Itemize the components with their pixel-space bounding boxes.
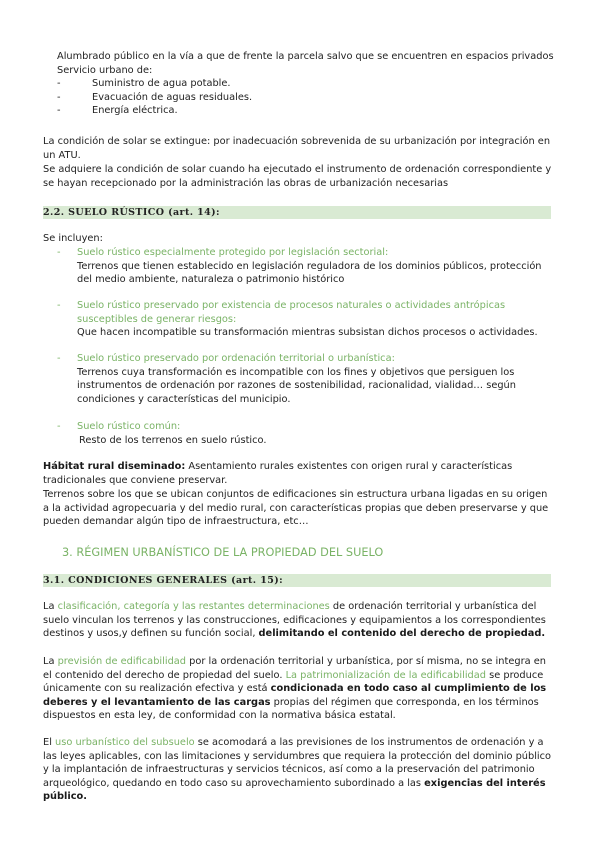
text-run: La (43, 656, 58, 667)
highlight-clasificacion: clasificación, categoría y las restantes determinaciones (57, 601, 330, 612)
list-item (57, 91, 555, 105)
rustico-item-3 (57, 352, 555, 406)
dash-bullet: - (57, 105, 61, 116)
rustico-item-4 (57, 420, 555, 447)
habitat-paragraph (43, 460, 555, 487)
text-run: se acomodará a las previsiones de los instrumentos de ordenación y a las leyes aplicables, con las limitaciones y servidumbres que requiera la protección del dominio público y la implantación de infraestructuras y servicios técnicos, así como a la preservación del patrimonio arqueológico, quedando en todo caso su aprovechamiento subordinado a las (43, 737, 552, 789)
rustico-item-body: Terrenos que tienen establecido en legislación reguladora de los dominios públicos, protección del medio ambiente, naturaleza o patrimonio histórico (77, 260, 542, 285)
bold-condicionada: condicionada en todo caso al cumplimiento de los deberes y el levantamiento de las cargas (43, 683, 547, 708)
text-run: La (43, 601, 58, 612)
rustico-item-2 (57, 299, 555, 340)
rustico-item-body: Resto de los terrenos en suelo rústico. (79, 434, 267, 446)
text-run: de ordenación territorial y urbanística del suelo vinculan los terrenos y las construcciones, edificaciones y equipamientos a los correspondientes destinos y usos,y definen su función social, (43, 601, 546, 639)
services-list (57, 77, 555, 118)
solar-extingue-paragraph: La condición de solar se extingue: por inadecuación sobrevenida de su urbanización por integración en un ATU. (43, 136, 551, 161)
text-run: se produce únicamente con su realización efectiva y está (43, 669, 544, 694)
dash-bullet: - (57, 300, 61, 311)
bold-delimitando: delimitando el contenido del derecho de propiedad. (258, 628, 546, 639)
dash-bullet: - (57, 91, 61, 103)
section-heading-regimen: 3. RÉGIMEN URBANÍSTICO DE LA PROPIEDAD DEL SUELO (62, 546, 384, 559)
alumbrado-paragraph: Alumbrado público en la vía a que de frente la parcela salvo que se encuentren en espacios privados Servicio urbano de: (57, 51, 554, 76)
service-water: Suministro de agua potable. (92, 78, 231, 89)
rustico-item-title: Suelo rústico preservado por ordenación territorial o urbanística: (77, 353, 395, 364)
clasificacion-paragraph (43, 600, 555, 641)
subsuelo-paragraph (43, 736, 555, 804)
section-heading-text: 3.1. CONDICIONES GENERALES (art. 15): (43, 575, 284, 586)
section-heading-suelo-rustico (43, 206, 551, 219)
dash-bullet: - (57, 247, 61, 258)
text-run: propias del régimen que corresponda, en los términos dispuestos en esta ley, de conformidad con la normativa básica estatal. (43, 696, 539, 721)
list-item (57, 104, 555, 118)
rustico-item-title: Suelo rústico preservado por existencia de procesos naturales o actividades antrópicas susceptibles de generar riesgos: (77, 300, 506, 325)
list-item (57, 77, 555, 91)
highlight-subsuelo: uso urbanístico del subsuelo (55, 737, 195, 748)
service-electricity: Energía eléctrica. (92, 105, 178, 116)
service-sewage: Evacuación de aguas residuales. (92, 91, 253, 103)
terrenos-paragraph: Terrenos sobre los que se ubican conjuntos de edificaciones sin estructura urbana ligadas en su origen a la actividad agropecuaria y del medio rural, con características propias que deben preservarse y que pueden demandar algún tipo de infraestructura, etc… (43, 489, 549, 527)
se-incluyen-label: Se incluyen: (43, 233, 103, 244)
section-heading-text: 2.2. SUELO RÚSTICO (art. 14): (43, 207, 220, 218)
solar-adquiere-paragraph: Se adquiere la condición de solar cuando ha ejecutado el instrumento de ordenación correspondiente y se hayan recepcionado por la administración las obras de urbanización necesarias (43, 164, 552, 189)
habitat-label: Hábitat rural diseminado: (43, 461, 186, 472)
rustico-item-body: Terrenos cuya transformación es incompatible con los fines y objetivos que persiguen los instrumentos de ordenación por razones de sostenibilidad, racionalidad, vialidad… según condiciones y características del municipio. (77, 366, 516, 405)
dash-bullet: - (57, 78, 61, 89)
rustico-item-title: Suelo rústico especialmente protegido por legislación sectorial: (77, 247, 389, 258)
highlight-patrimonializacion: La patrimonialización de la edificabilidad (285, 669, 486, 681)
text-run: El (43, 737, 56, 748)
habitat-text: Asentamiento rurales existentes con origen rural y características tradicionales que conviene preservar. (43, 461, 513, 486)
text-run: por la ordenación territorial y urbanística, por sí misma, no se integra en el contenido del derecho de propiedad del suelo. (43, 656, 546, 681)
dash-bullet: - (57, 353, 61, 364)
edificabilidad-paragraph (43, 655, 555, 723)
section-heading-condiciones (43, 574, 551, 587)
highlight-prevision: previsión de edificabilidad (57, 656, 187, 667)
rustico-item-1 (57, 246, 555, 287)
rustico-item-title: Suelo rústico común: (77, 421, 181, 432)
rustico-item-body: Que hacen incompatible su transformación mientras subsistan dichos procesos o actividades. (77, 327, 538, 338)
dash-bullet: - (57, 421, 61, 432)
bold-exigencias: exigencias del interés público. (43, 777, 546, 802)
